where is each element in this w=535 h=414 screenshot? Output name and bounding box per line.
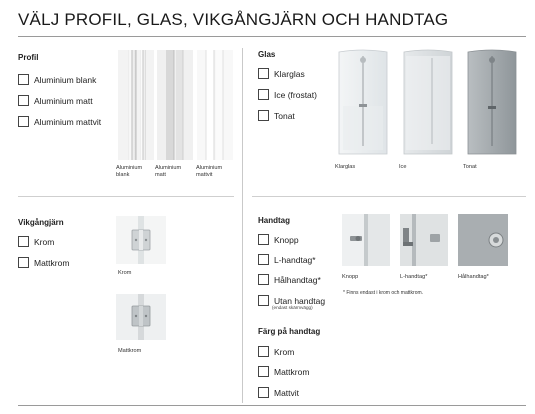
profile-matt-image [157, 50, 193, 160]
handtag-option-knopp[interactable]: Knopp [258, 234, 299, 245]
hinge-krom-image [116, 216, 166, 264]
checkbox[interactable] [258, 346, 269, 357]
handtag-option-halhandtag[interactable]: Hålhandtag* [258, 274, 321, 285]
glass-caption-tonat: Tonat [463, 164, 477, 170]
checkbox[interactable] [18, 74, 29, 85]
handtag-option-utan-handtag[interactable]: Utan handtag [258, 295, 325, 306]
left-section-divider [18, 196, 234, 197]
glas-option-klarglas[interactable]: Klarglas [258, 68, 305, 79]
glass-tonat-image [462, 46, 522, 158]
checkbox[interactable] [258, 254, 269, 265]
glass-ice-image [398, 46, 458, 158]
bottom-rule [18, 405, 526, 406]
right-section-divider [252, 196, 526, 197]
checkbox[interactable] [258, 274, 269, 285]
checkbox[interactable] [258, 295, 269, 306]
handtag-heading: Handtag [258, 216, 290, 225]
hinge-caption-mattkrom: Mattkrom [118, 348, 142, 354]
handtag-option-l-handtag[interactable]: L-handtag* [258, 254, 316, 265]
glas-heading: Glas [258, 50, 276, 59]
checkbox[interactable] [258, 68, 269, 79]
checkbox[interactable] [18, 116, 29, 127]
checkbox[interactable] [18, 257, 29, 268]
handle-halhandtag-image [458, 214, 508, 266]
glass-caption-klarglas: Klarglas [335, 164, 356, 170]
glass-klarglas-image [333, 46, 393, 158]
checkbox[interactable] [258, 110, 269, 121]
profile-caption-blank: Aluminium blank [116, 165, 143, 178]
handle-caption-l-handtag: L-handtag* [400, 274, 428, 280]
hinge-caption-krom: Krom [118, 270, 132, 276]
handle-l-handtag-image [400, 214, 448, 266]
glass-caption-ice: Ice [399, 164, 407, 170]
profil-heading: Profil [18, 53, 39, 62]
handle-caption-knopp: Knopp [342, 274, 359, 280]
vikgangjarn-heading: Vikgångjärn [18, 218, 64, 227]
farg-heading: Färg på handtag [258, 327, 321, 336]
glas-option-ice[interactable]: Ice (frostat) [258, 89, 317, 100]
center-divider [242, 48, 243, 403]
hinge-mattkrom-image [116, 294, 166, 340]
page-title: VÄLJ PROFIL, GLAS, VIKGÅNGJÄRN OCH HANDTAG [18, 10, 449, 29]
handle-knopp-image [342, 214, 390, 266]
handle-caption-halhandtag: Hålhandtag* [458, 274, 489, 280]
vikgangjarn-option-mattkrom[interactable]: Mattkrom [18, 257, 69, 268]
vikgangjarn-option-krom[interactable]: Krom [18, 236, 54, 247]
checkbox[interactable] [18, 95, 29, 106]
farg-option-mattkrom[interactable]: Mattkrom [258, 366, 309, 377]
profil-option-matt[interactable]: Aluminium matt [18, 95, 93, 106]
farg-option-mattvit[interactable]: Mattvit [258, 387, 299, 398]
profile-blank-image [118, 50, 154, 160]
checkbox[interactable] [18, 236, 29, 247]
glas-option-tonat[interactable]: Tonat [258, 110, 295, 121]
checkbox[interactable] [258, 89, 269, 100]
profile-mattvit-image [197, 50, 233, 160]
checkbox[interactable] [258, 387, 269, 398]
checkbox[interactable] [258, 234, 269, 245]
title-rule [18, 36, 526, 37]
profile-caption-matt: Aluminium matt [155, 165, 182, 178]
profil-option-mattvit[interactable]: Aluminium mattvit [18, 116, 101, 127]
profil-option-blank[interactable]: Aluminium blank [18, 74, 96, 85]
profile-caption-mattvit: Aluminium mattvit [196, 165, 223, 178]
farg-option-krom[interactable]: Krom [258, 346, 294, 357]
handtag-footnote: * Finns endast i krom och mattkrom. [343, 290, 424, 296]
checkbox[interactable] [258, 366, 269, 377]
handtag-sub-note: (endast skärmvägg) [272, 305, 313, 310]
